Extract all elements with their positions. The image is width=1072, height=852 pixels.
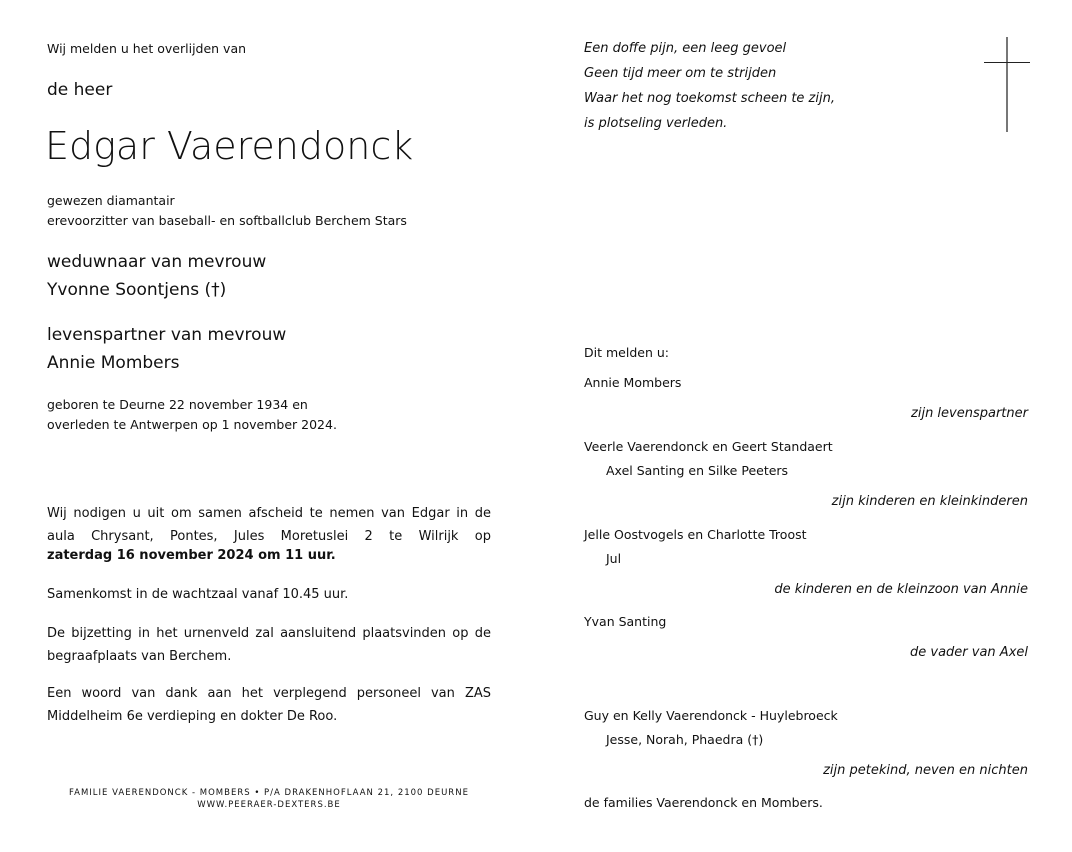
- invite-date: zaterdag 16 november 2024 om 11 uur.: [47, 548, 336, 563]
- family-name: Annie Mombers: [584, 375, 682, 390]
- deceased-name: Edgar Vaerendonck: [45, 124, 414, 168]
- announce-text: Dit melden u:: [584, 345, 669, 360]
- role-2: erevoorzitter van baseball- en softballclub Berchem Stars: [47, 213, 407, 228]
- family-name: de families Vaerendonck en Mombers.: [584, 795, 823, 810]
- poem-line-4: is plotseling verleden.: [584, 116, 728, 131]
- family-relation: zijn petekind, neven en nichten: [823, 763, 1028, 778]
- family-name: Axel Santing en Silke Peeters: [606, 463, 789, 478]
- thanks-text: Een woord van dank aan het verplegend personeel van ZAS Middelheim 6e verdieping en dokter De Roo.: [47, 686, 491, 724]
- poem-line-3: Waar het nog toekomst scheen te zijn,: [584, 91, 835, 106]
- family-name: Jul: [606, 551, 622, 566]
- footer: [47, 787, 491, 811]
- partner-line-1: levenspartner van mevrouw: [47, 325, 287, 345]
- invite-text: Wij nodigen u uit om samen afscheid te nemen van Edgar in de aula Chrysant, Pontes, Jules Moretuslei 2 te Wilrijk op: [47, 506, 491, 544]
- intro-text: Wij melden u het overlijden van: [47, 41, 247, 56]
- death-line: overleden te Antwerpen op 1 november 2024.: [47, 417, 337, 432]
- title: de heer: [47, 80, 113, 100]
- family-name: Jesse, Norah, Phaedra (†): [606, 732, 764, 747]
- family-relation: de kinderen en de kleinzoon van Annie: [774, 582, 1028, 597]
- widower-line-1: weduwnaar van mevrouw: [47, 252, 267, 272]
- widower-line-2: Yvonne Soontjens (†): [47, 280, 227, 300]
- role-1: gewezen diamantair: [47, 193, 175, 208]
- gathering-text: Samenkomst in de wachtzaal vanaf 10.45 uur.: [47, 587, 349, 602]
- family-relation: de vader van Axel: [910, 645, 1028, 660]
- birth-line: geboren te Deurne 22 november 1934 en: [47, 397, 308, 412]
- family-relation: zijn levenspartner: [911, 406, 1028, 421]
- family-relation: zijn kinderen en kleinkinderen: [831, 494, 1028, 509]
- footer-website: WWW.PEERAER-DEXTERS.BE: [197, 800, 341, 810]
- family-name: Yvan Santing: [584, 614, 667, 629]
- burial-text: De bijzetting in het urnenveld zal aansluitend plaatsvinden op de begraafplaats van Berchem.: [47, 626, 491, 664]
- family-name: Jelle Oostvogels en Charlotte Troost: [584, 527, 807, 542]
- footer-address: FAMILIE VAERENDONCK - MOMBERS • P/A DRAKENHOFLAAN 21, 2100 DEURNE: [69, 788, 469, 798]
- partner-line-2: Annie Mombers: [47, 353, 180, 373]
- family-name: Guy en Kelly Vaerendonck - Huylebroeck: [584, 708, 838, 723]
- poem-line-1: Een doffe pijn, een leeg gevoel: [584, 41, 787, 56]
- family-name: Veerle Vaerendonck en Geert Standaert: [584, 439, 833, 454]
- poem-line-2: Geen tijd meer om te strijden: [584, 66, 777, 81]
